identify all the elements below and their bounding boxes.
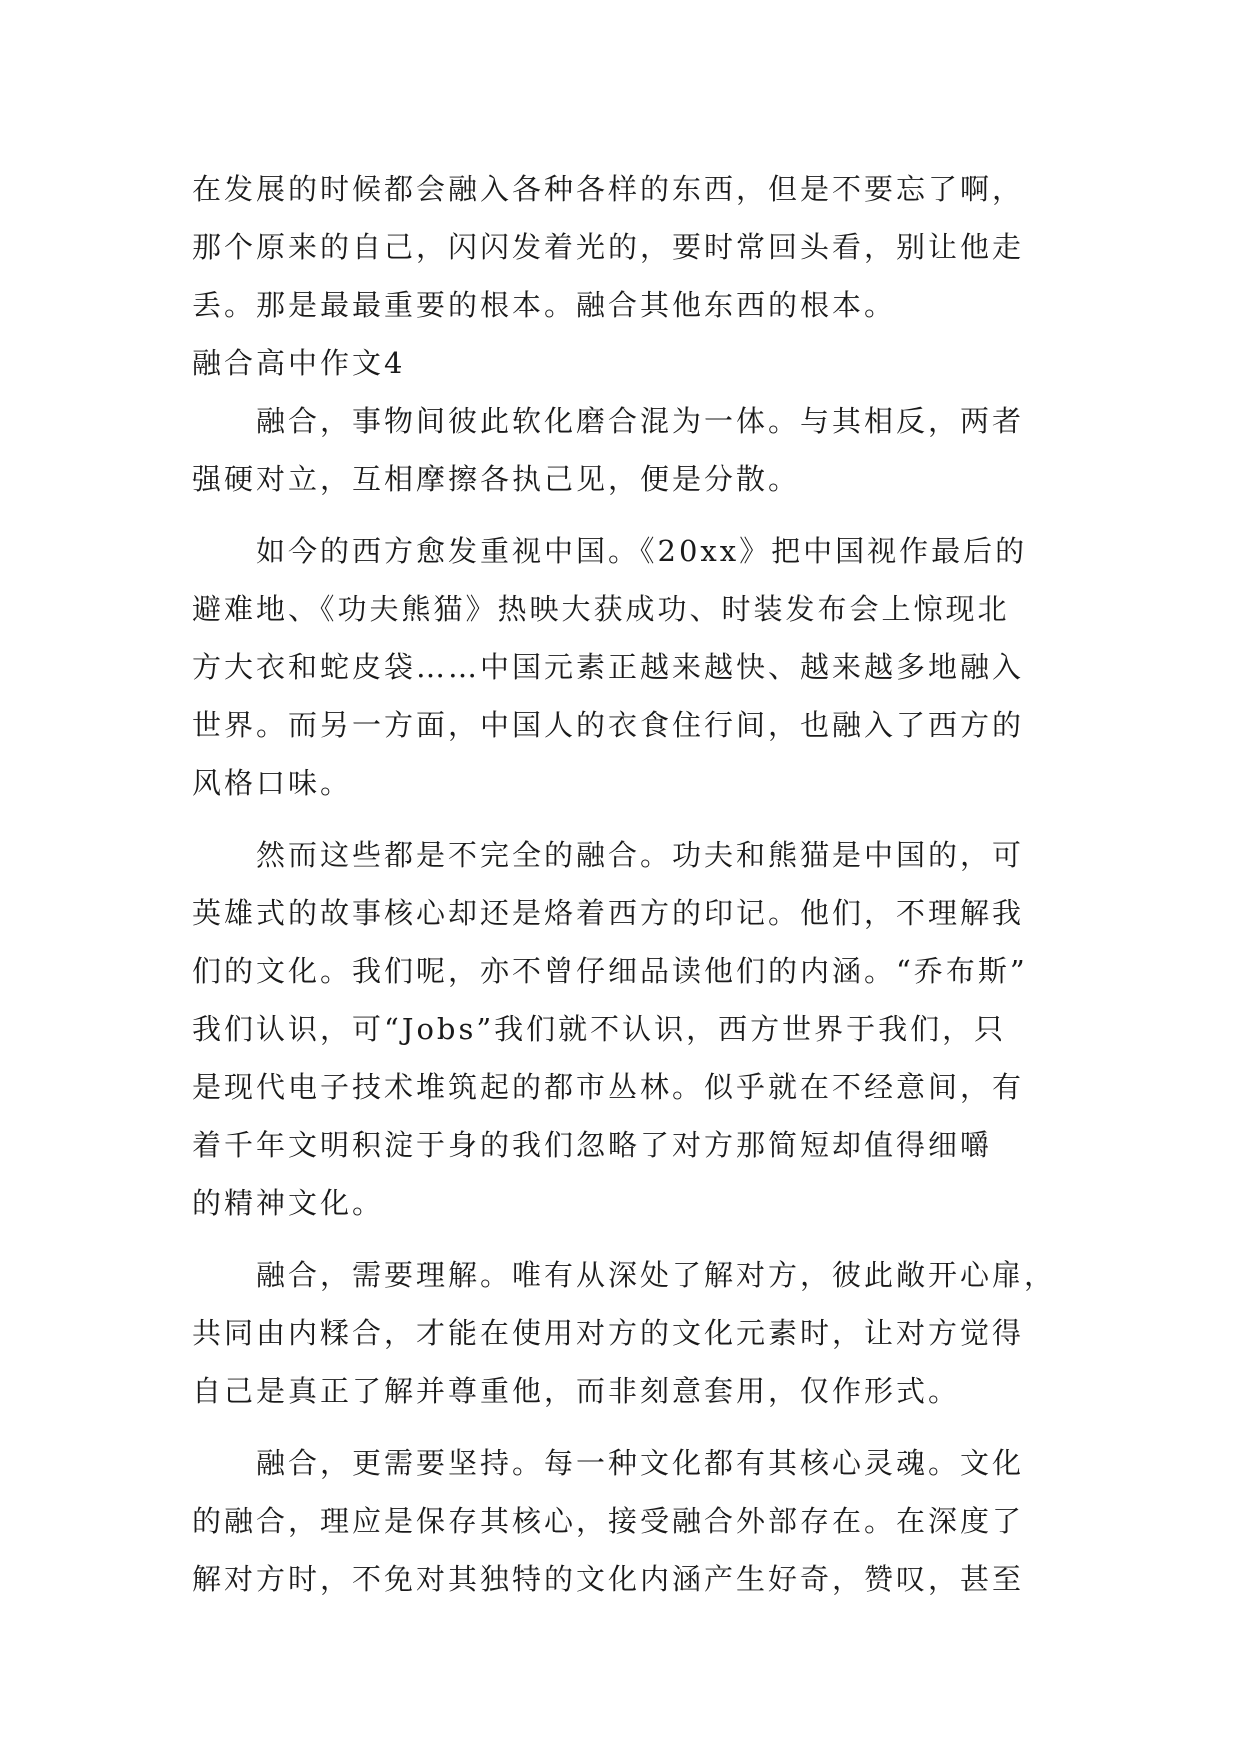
paragraph-line: 我们认识，可“Jobs”我们就不认识，西方世界于我们，只	[192, 1012, 1007, 1046]
paragraph-line: 然而这些都是不完全的融合。功夫和熊猫是中国的，可	[256, 838, 1025, 872]
intro-line: 在发展的时候都会融入各种各样的东西，但是不要忘了啊，	[192, 172, 1025, 206]
paragraph-line: 融合，更需要坚持。每一种文化都有其核心灵魂。文化	[256, 1446, 1025, 1480]
paragraph-line: 强硬对立，互相摩擦各执己见，便是分散。	[192, 462, 801, 496]
intro-line: 那个原来的自己，闪闪发着光的，要时常回头看，别让他走	[192, 230, 1025, 264]
paragraph-line: 避难地、《功夫熊猫》热映大获成功、时装发布会上惊现北	[192, 592, 1010, 626]
paragraph	[192, 522, 1072, 812]
paragraph-line: 是现代电子技术堆筑起的都市丛林。似乎就在不经意间，有	[192, 1070, 1025, 1104]
paragraph-line: 方大衣和蛇皮袋……中国元素正越来越快、越来越多地融入	[192, 650, 1025, 684]
paragraph-line: 的融合，理应是保存其核心，接受融合外部存在。在深度了	[192, 1504, 1025, 1538]
paragraph	[192, 1434, 1072, 1608]
paragraph-line: 共同由内糅合，才能在使用对方的文化元素时，让对方觉得	[192, 1316, 1025, 1350]
paragraph-line: 们的文化。我们呢，亦不曾仔细品读他们的内涵。“乔布斯”	[192, 954, 1028, 988]
paragraph-line: 如今的西方愈发重视中国。《20xx》把中国视作最后的	[256, 534, 1028, 568]
paragraph-line: 自己是真正了解并尊重他，而非刻意套用，仅作形式。	[192, 1374, 961, 1408]
paragraph-line: 融合，需要理解。唯有从深处了解对方，彼此敞开心扉，	[256, 1258, 1057, 1292]
document-body	[192, 160, 1072, 1608]
paragraph-line: 融合，事物间彼此软化磨合混为一体。与其相反，两者	[256, 404, 1025, 438]
paragraph-line: 解对方时，不免对其独特的文化内涵产生好奇，赞叹，甚至	[192, 1562, 1025, 1596]
paragraph-line: 世界。而另一方面，中国人的衣食住行间，也融入了西方的	[192, 708, 1025, 742]
intro-line: 丢。那是最最重要的根本。融合其他东西的根本。	[192, 288, 897, 322]
paragraph-line: 风格口味。	[192, 766, 353, 800]
paragraph	[192, 1246, 1072, 1420]
paragraph-line: 着千年文明积淀于身的我们忽略了对方那简短却值得细嚼	[192, 1128, 993, 1162]
section-heading: 融合高中作文4	[192, 346, 406, 380]
paragraph	[192, 826, 1072, 1232]
paragraph-line: 的精神文化。	[192, 1186, 385, 1220]
paragraph	[192, 392, 1072, 508]
paragraph-line: 英雄式的故事核心却还是烙着西方的印记。他们，不理解我	[192, 896, 1025, 930]
